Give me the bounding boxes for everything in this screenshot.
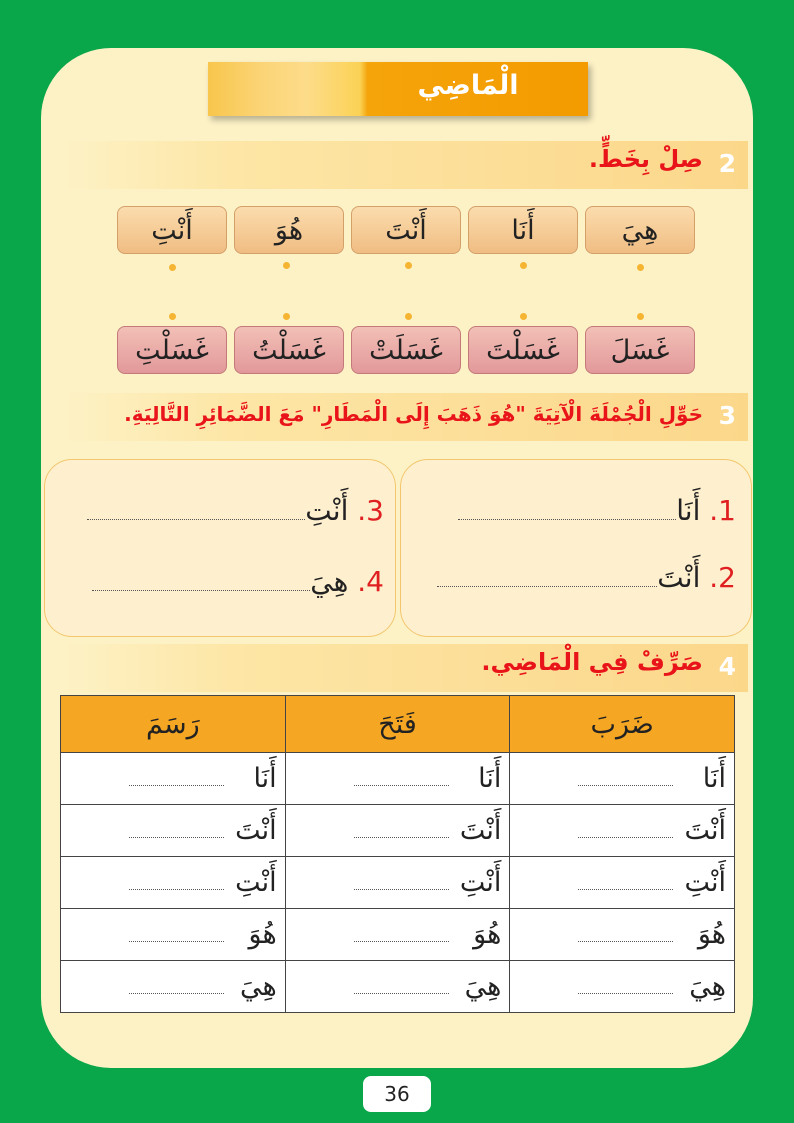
answer-line[interactable]	[87, 494, 384, 527]
connect-dot[interactable]	[169, 264, 176, 271]
table-cell[interactable]	[510, 805, 735, 857]
cell-pronoun: أَنْتَ	[235, 815, 277, 846]
write-line[interactable]	[129, 993, 224, 994]
verb-card[interactable]: غَسَلْتُ	[234, 326, 344, 374]
table-row	[61, 857, 735, 909]
table-cell[interactable]	[285, 909, 510, 961]
write-line[interactable]	[354, 837, 449, 838]
pronoun-card[interactable]: هُوَ	[234, 206, 344, 254]
write-line[interactable]	[87, 518, 305, 520]
cell-pronoun: أَنْتَ	[459, 815, 502, 846]
connect-dot[interactable]	[637, 264, 644, 271]
title-banner	[208, 62, 588, 116]
cell-pronoun: أَنَا	[478, 763, 502, 794]
section-4-instruction: صَرِّفْ فِي الْمَاضِي.	[481, 648, 703, 676]
cell-pronoun: هِيَ	[464, 971, 502, 1002]
table-cell[interactable]	[285, 805, 510, 857]
table-row	[61, 909, 735, 961]
table-cell[interactable]	[510, 753, 735, 805]
write-line[interactable]	[129, 837, 224, 838]
item-pronoun: أَنْتِ	[305, 494, 349, 527]
connect-dot[interactable]	[520, 313, 527, 320]
write-line[interactable]	[354, 889, 449, 890]
table-row	[61, 805, 735, 857]
write-line[interactable]	[578, 889, 673, 890]
table-cell[interactable]	[61, 753, 286, 805]
cell-pronoun: هُوَ	[248, 919, 277, 950]
connect-dot[interactable]	[637, 313, 644, 320]
verb-header: ضَرَبَ	[510, 696, 735, 753]
table-cell[interactable]	[61, 909, 286, 961]
table-cell[interactable]	[285, 753, 510, 805]
connect-dot[interactable]	[405, 262, 412, 269]
item-pronoun: أَنْتَ	[657, 561, 701, 594]
page-number: 36	[363, 1076, 431, 1112]
verb-header: رَسَمَ	[61, 696, 286, 753]
table-cell[interactable]	[285, 961, 510, 1013]
write-line[interactable]	[578, 941, 673, 942]
verb-card[interactable]: غَسَلَ	[585, 326, 695, 374]
item-number: 1.	[709, 494, 736, 527]
write-line[interactable]	[354, 941, 449, 942]
answer-line[interactable]	[92, 565, 384, 598]
pronoun-card[interactable]: أَنْتِ	[117, 206, 227, 254]
connect-dot[interactable]	[169, 313, 176, 320]
write-line[interactable]	[458, 518, 676, 520]
connect-dot[interactable]	[283, 262, 290, 269]
pronoun-card[interactable]: أَنْتَ	[351, 206, 461, 254]
table-cell[interactable]	[61, 857, 286, 909]
verb-card[interactable]: غَسَلْتَ	[468, 326, 578, 374]
write-line[interactable]	[354, 993, 449, 994]
pronoun-card[interactable]: هِيَ	[585, 206, 695, 254]
section-3-number: 3	[718, 401, 736, 430]
section-2-instruction: صِلْ بِخَطٍّ.	[588, 145, 703, 173]
answer-box-right	[400, 459, 752, 637]
cell-pronoun: أَنْتَ	[684, 815, 726, 846]
answer-box-left	[44, 459, 396, 637]
write-line[interactable]	[578, 993, 673, 994]
conjugation-table	[60, 695, 735, 1013]
verb-card[interactable]: غَسَلْتِ	[117, 326, 227, 374]
item-number: 2.	[709, 561, 736, 594]
cell-pronoun: أَنْتِ	[235, 867, 277, 898]
table-row	[61, 961, 735, 1013]
verb-card[interactable]: غَسَلَتْ	[351, 326, 461, 374]
verb-header: فَتَحَ	[285, 696, 510, 753]
pronoun-card[interactable]: أَنَا	[468, 206, 578, 254]
item-number: 3.	[357, 494, 384, 527]
section-3-header	[60, 393, 748, 441]
write-line[interactable]	[578, 837, 673, 838]
write-line[interactable]	[129, 785, 224, 786]
section-2-header	[60, 141, 748, 189]
table-cell[interactable]	[61, 961, 286, 1013]
connect-dot[interactable]	[283, 313, 290, 320]
page-title: الْمَاضِي	[417, 70, 519, 101]
section-4-number: 4	[718, 652, 736, 681]
write-line[interactable]	[354, 785, 449, 786]
table-cell[interactable]	[285, 857, 510, 909]
answer-line[interactable]	[437, 561, 736, 594]
section-2-number: 2	[718, 149, 736, 178]
item-pronoun: هِيَ	[310, 565, 349, 598]
table-cell[interactable]	[61, 805, 286, 857]
cell-pronoun: أَنَا	[253, 763, 277, 794]
cell-pronoun: أَنَا	[702, 763, 726, 794]
table-cell[interactable]	[510, 857, 735, 909]
table-row	[61, 753, 735, 805]
table-cell[interactable]	[510, 961, 735, 1013]
write-line[interactable]	[129, 941, 224, 942]
cell-pronoun: هُوَ	[473, 919, 502, 950]
write-line[interactable]	[129, 889, 224, 890]
cell-pronoun: هُوَ	[697, 919, 726, 950]
item-number: 4.	[357, 565, 384, 598]
answer-line[interactable]	[458, 494, 736, 527]
section-3-instruction: حَوِّلِ الْجُمْلَةَ الْآتِيَةَ "هُوَ ذَهَبَ إِلَى الْمَطَارِ" مَعَ الضَّمَائِرِ التَّالِيَةِ.	[124, 402, 703, 426]
write-line[interactable]	[437, 585, 657, 587]
table-cell[interactable]	[510, 909, 735, 961]
write-line[interactable]	[92, 589, 310, 591]
cell-pronoun: أَنْتِ	[684, 867, 726, 898]
connect-dot[interactable]	[520, 262, 527, 269]
write-line[interactable]	[578, 785, 673, 786]
section-4-header	[60, 644, 748, 692]
connect-dot[interactable]	[405, 313, 412, 320]
cell-pronoun: أَنْتِ	[459, 867, 502, 898]
cell-pronoun: هِيَ	[689, 971, 726, 1002]
cell-pronoun: هِيَ	[239, 971, 277, 1002]
item-pronoun: أَنَا	[676, 494, 701, 527]
